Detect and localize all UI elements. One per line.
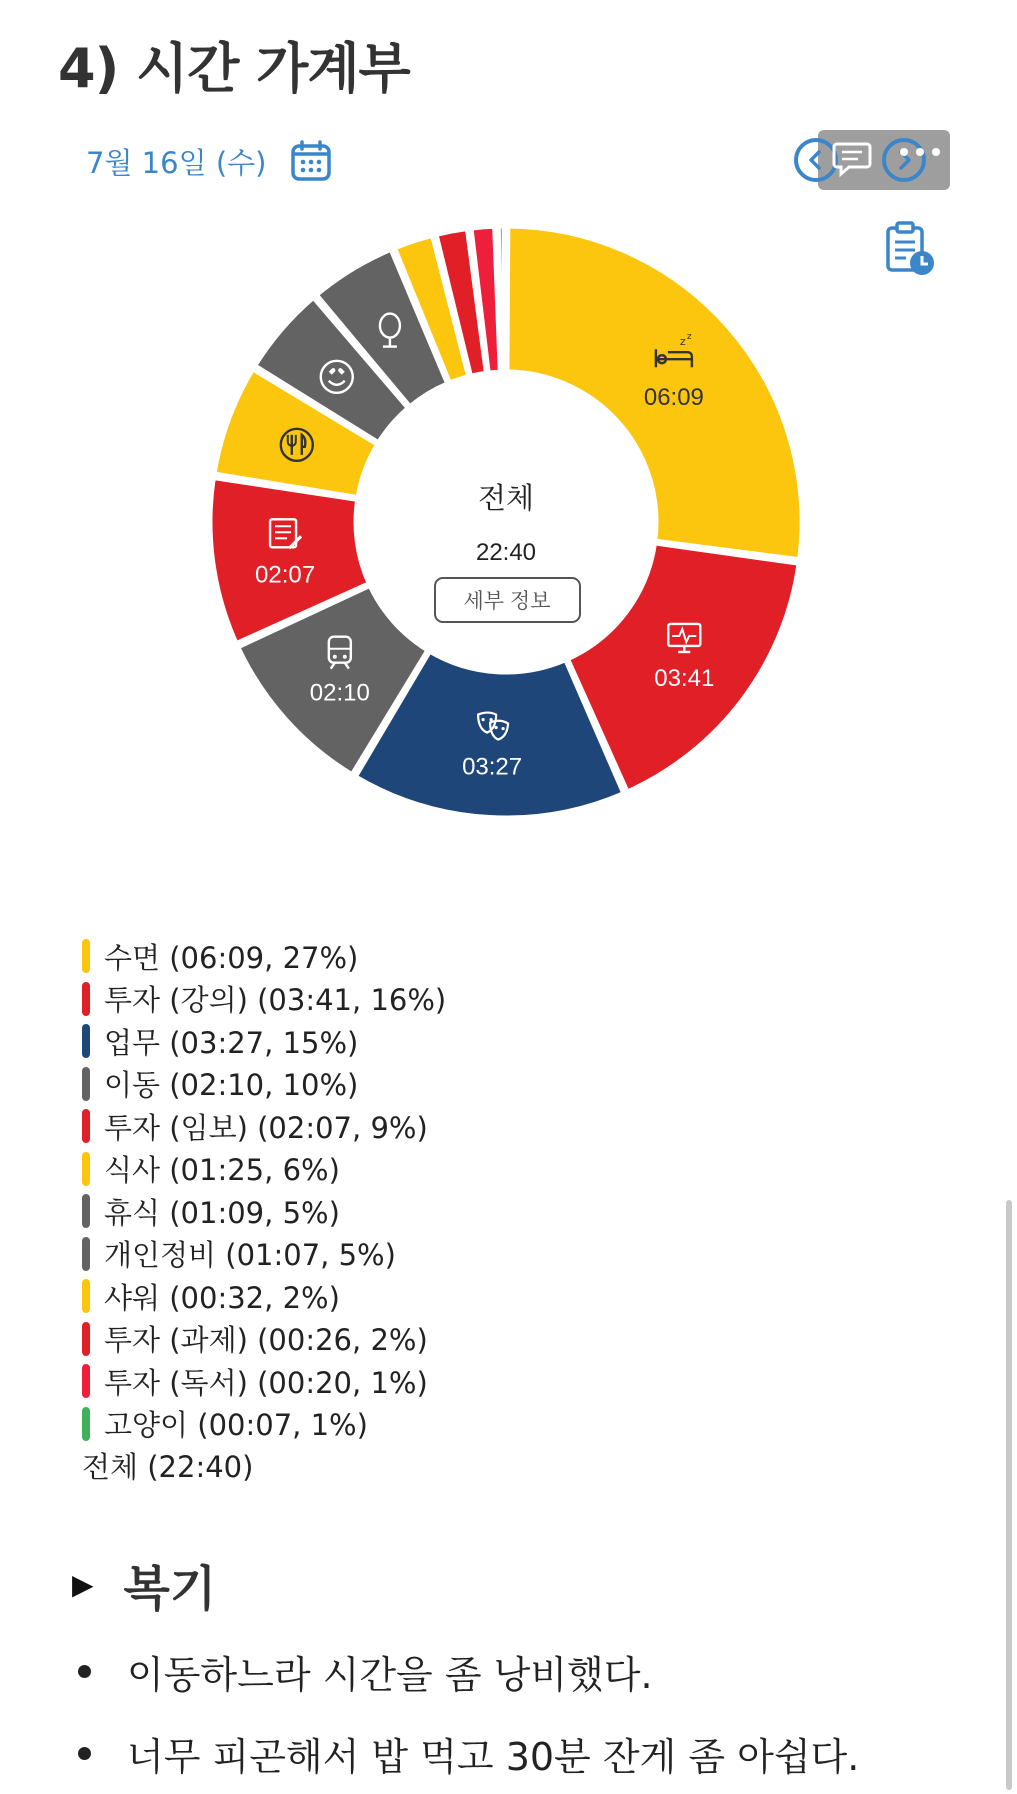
legend-item	[82, 1318, 446, 1361]
review-heading: 복기	[123, 1561, 217, 1617]
legend-swatch	[82, 1279, 90, 1313]
donut-slice[interactable]	[498, 226, 505, 372]
svg-text:z: z	[686, 332, 692, 343]
legend-item	[82, 978, 446, 1021]
legend-total: 전체 (22:40)	[82, 1450, 254, 1484]
legend-label: 투자 (강의) (03:41, 16%)	[104, 983, 447, 1018]
scrollbar[interactable]	[1006, 1200, 1012, 1790]
legend-item	[82, 935, 446, 978]
legend-swatch	[82, 1237, 90, 1271]
chart-center-label: 전체	[477, 483, 535, 515]
legend-swatch	[82, 982, 90, 1016]
detail-button[interactable]	[435, 578, 580, 622]
legend-label: 휴식 (01:09, 5%)	[104, 1195, 340, 1230]
legend-item	[82, 1233, 446, 1276]
legend-item	[82, 1063, 446, 1106]
legend-label: 개인정비 (01:07, 5%)	[104, 1238, 396, 1273]
legend-swatch	[82, 1067, 90, 1101]
review-item-text: 이동하느라 시간을 좀 낭비했다.	[127, 1652, 653, 1697]
legend-label: 투자 (독서) (00:20, 1%)	[104, 1365, 428, 1400]
legend-item	[82, 1105, 446, 1148]
list-item	[78, 1630, 859, 1712]
page-title: 4) 시간 가계부	[58, 37, 410, 100]
legend-label: 업무 (03:27, 15%)	[104, 1025, 359, 1060]
legend-swatch	[82, 1152, 90, 1186]
legend-item	[82, 1148, 446, 1191]
toggle-triangle-icon[interactable]: ▶	[72, 1568, 94, 1601]
legend-item	[82, 1403, 446, 1446]
time-donut-chart	[0, 0, 1017, 830]
slice-value-label: 06:09	[643, 384, 704, 412]
date-label[interactable]: 7월 16일 (수)	[86, 145, 267, 180]
legend-swatch	[82, 1364, 90, 1398]
review-list	[78, 1630, 859, 1794]
legend-swatch	[82, 939, 90, 973]
legend-swatch	[82, 1024, 90, 1058]
legend-label: 수면 (06:09, 27%)	[104, 940, 359, 975]
legend-item	[82, 1360, 446, 1403]
legend-item	[82, 1275, 446, 1318]
list-item	[78, 1712, 859, 1794]
legend-item	[82, 1020, 446, 1063]
legend-swatch	[82, 1407, 90, 1441]
slice-value-label: 03:41	[654, 664, 715, 692]
legend-label: 이동 (02:10, 10%)	[104, 1068, 359, 1103]
legend-item	[82, 1190, 446, 1233]
legend-label: 투자 (임보) (02:07, 9%)	[104, 1110, 428, 1145]
review-toggle[interactable]	[72, 1550, 216, 1619]
bullet-dot	[78, 1747, 91, 1760]
review-item-text: 너무 피곤해서 밥 먹고 30분 잔게 좀 아쉽다.	[127, 1734, 860, 1779]
legend-label: 식사 (01:25, 6%)	[104, 1153, 340, 1188]
bullet-dot	[78, 1665, 91, 1678]
legend-label: 샤워 (00:32, 2%)	[104, 1280, 340, 1315]
legend-swatch	[82, 1109, 90, 1143]
slice-value-label: 03:27	[462, 753, 523, 781]
slice-value-label: 02:07	[255, 561, 316, 589]
legend-label: 투자 (과제) (00:26, 2%)	[104, 1323, 428, 1358]
legend-swatch	[82, 1194, 90, 1228]
slice-value-label: 02:10	[309, 679, 370, 707]
legend-swatch	[82, 1322, 90, 1356]
legend-label: 고양이 (00:07, 1%)	[104, 1408, 368, 1443]
chart-center-value: 22:40	[475, 539, 537, 566]
svg-text:z: z	[679, 335, 686, 349]
legend-list	[82, 935, 446, 1445]
detail-button-label[interactable]: 세부 정보	[463, 590, 551, 613]
